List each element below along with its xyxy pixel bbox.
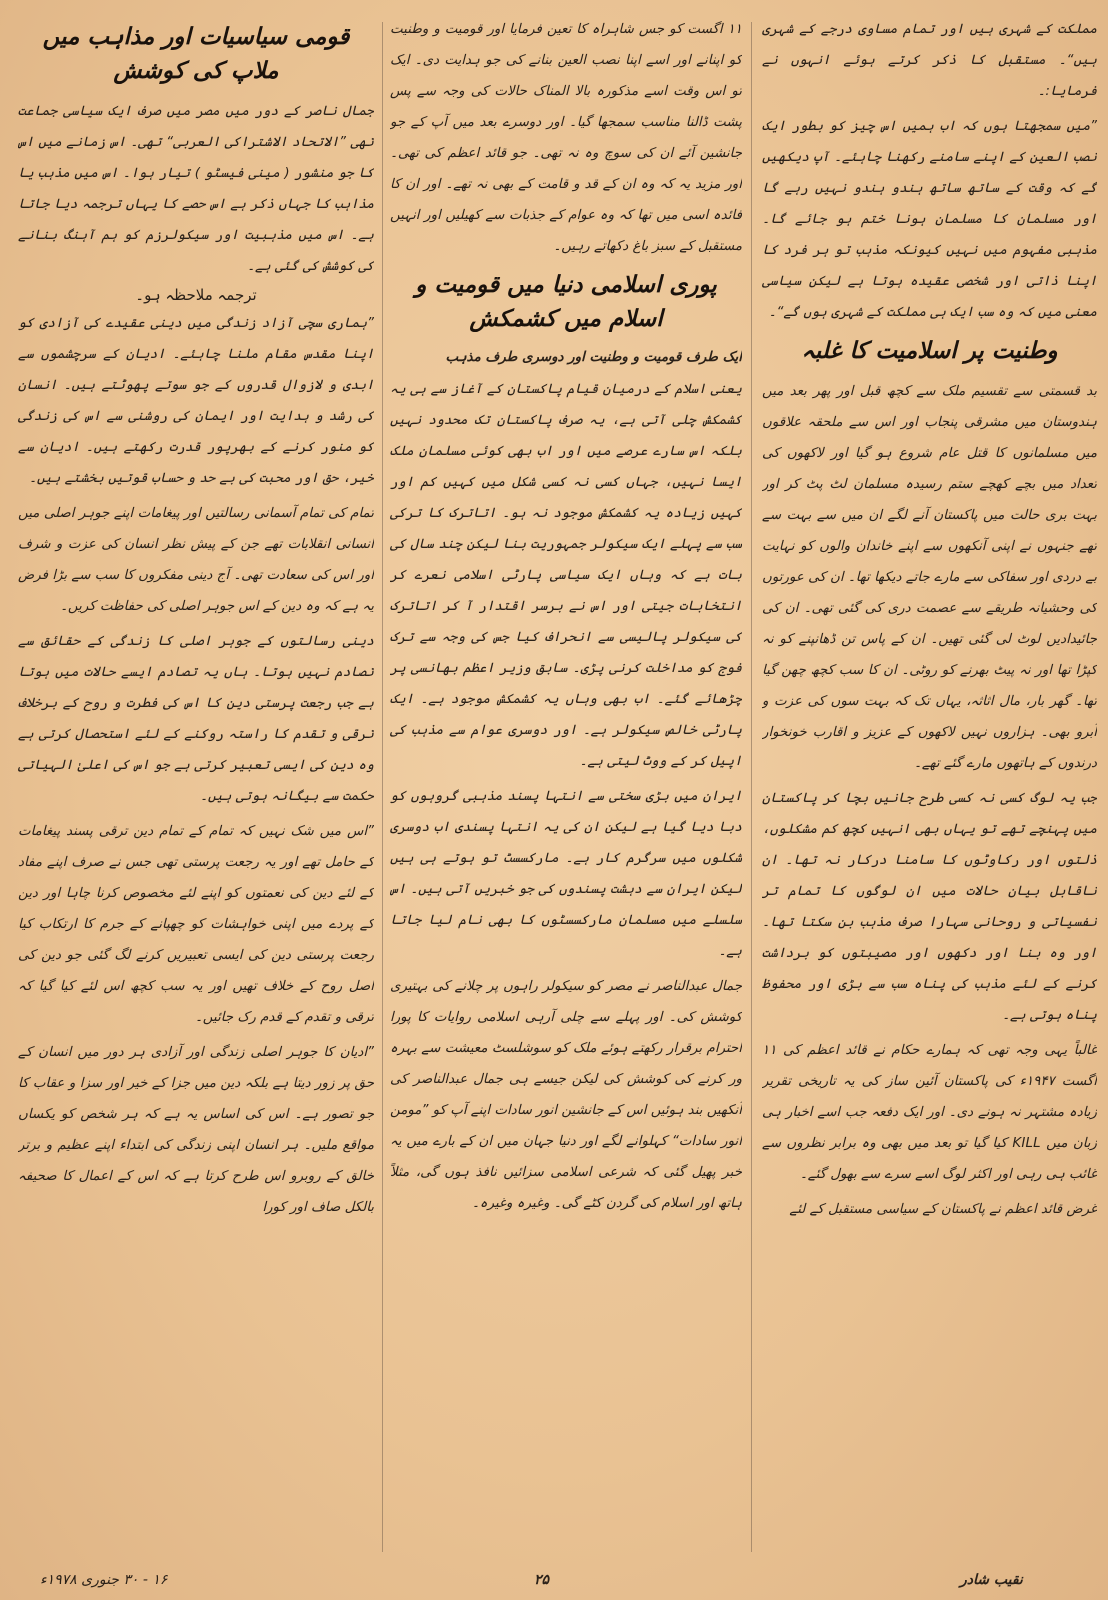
section-heading: وطنیت پر اسلامیت کا غلبہ (801, 338, 1058, 364)
section-heading: قومی سیاسیات اور مذاہب میں ملاپ کی کوشش (42, 24, 350, 84)
paragraph: ”میں سمجھتا ہوں کہ اب ہمیں اس چیز کو بطور ایک نصب العین کے اپنے سامنے رکھنا چاہئے۔ آپ دیکھیں گے کہ وقت کے ساتھ ساتھ ہندو ہندو نہیں رہے گا اور مسلمان کا مسلمان ہونا ختم ہو جائے گا۔ مذہبی مفہوم میں نہیں کیونکہ مذہب تو ہر فرد کا اپنا ذاتی اور شخصی عقیدہ ہوتا ہے لیکن سیاسی معنی میں کہ وہ سب ایک ہی مملکت کے شہری ہوں گے“۔ (762, 119, 1097, 320)
paragraph: غالباً یہی وجہ تھی کہ ہمارے حکام نے قائد اعظم کی ۱۱ اگست ۱۹۴۷ء کی پاکستان آئین ساز کی یہ تاریخی تقریر زیادہ مشتہر نہ ہونے دی۔ اور ایک دفعہ جب اسے اخبار ہی زبان میں KILL کیا گیا تو بعد میں بھی وہ برابر نظروں سے غائب ہی رہی اور اکثر لوگ اسے سرے سے بھول گئے۔ (762, 1043, 1097, 1182)
section-heading: پوری اسلامی دنیا میں قومیت و اسلام میں کشمکش (415, 272, 717, 332)
paragraph: یعنی اسلام کے درمیان قیام پاکستان کے آغاز سے ہی یہ کشمکش چلی آتی ہے، یہ صرف پاکستان تک محدود نہیں بلکہ اس سارے عرصے میں اور اب بھی کوئی مسلمان ملک ایسا نہیں، جہاں کسی نہ کسی شکل میں کہیں کم اور کہیں زیادہ یہ کشمکش موجود نہ ہو۔ اتاترک کا ترکی سب سے پہلے ایک سیکولر جمہوریت بنا لیکن چند سال کی بات ہے کہ وہاں ایک سیاسی پارٹی اسلامی نعرے کر انتخابات جیتی اور اس نے برسر اقتدار آ کر اتاترک کی سیکولر پالیسی سے انحراف کیا جس کی وجہ سے ترک فوج کو مداخلت کرنی پڑی۔ سابق وزیر اعظم بھانسی پر چڑھائے گئے۔ اب بھی وہاں یہ کشمکش موجود ہے۔ ایک پارٹی خالص سیکولر ہے۔ اور دوسری عوام سے مذہب کی اپیل کر کے ووٹ لیتی ہے۔ (390, 382, 742, 769)
column-right (762, 14, 1097, 1566)
column-rule (382, 22, 383, 1552)
paragraph: جمال ناصر کے دور میں مصر میں صرف ایک سیاسی جماعت تھی ”الاتحاد الاشتراکی العربی“ تھی۔ اس زمانے میں اس کا جو منشور ( مینی فیسٹو ) تیار ہوا۔ اس میں مذہب یا مذاہب کا جہاں ذکر ہے اس حصے کا یہاں ترجمہ دیا جاتا ہے۔ اس میں مذہبیت اور سیکولرزم کو ہم آہنگ بنانے کی کوشش کی گئی ہے۔ (18, 104, 374, 274)
paragraph: دینی رسالتوں کے جوہر اصلی کا زندگی کے حقائق سے تصادم نہیں ہوتا۔ ہاں یہ تصادم ایسے حالات میں ہوتا ہے جب رجعت پرستی دین کا اس کی فطرت و روح کے برخلاف ترقی و تقدم کا راستہ روکنے کے لئے استحصال کرتی ہے وہ دین کی ایسی تعبیر کرتی ہے جو اس کی اعلیٰ الہیاتی حکمت سے بیگانہ ہوتی ہیں۔ (18, 634, 374, 804)
paragraph: تمام کی تمام آسمانی رسالتیں اور پیغامات اپنے جوہر اصلی میں انسانی انقلابات تھے جن کے پیش نظر انسان کی عزت و شرف اور اس کی سعادت تھی۔ آج دینی مفکروں کا سب سے بڑا فرض یہ ہے کہ وہ دین کے اس جوہر اصلی کی حفاظت کریں۔ (18, 506, 374, 614)
author-name: نقیب شادر (960, 1572, 1023, 1588)
column-left (18, 14, 374, 1566)
translation-note: ترجمہ ملاحظہ ہو۔ (135, 286, 257, 304)
paragraph: جمال عبدالناصر نے مصر کو سیکولر راہوں پر چلانے کی بہتیری کوشش کی۔ اور پہلے سے چلی آرہی اسلامی روایات کا پورا احترام برقرار رکھتے ہوئے ملک کو سوشلسٹ معیشت سے بہرہ ور کرنے کی کوشش کی لیکن جیسے ہی جمال عبدالناصر کی آنکھیں بند ہوئیں اس کے جانشین انور سادات اپنے آپ کو ”مومن انور سادات“ کہلوانے لگے اور دنیا جہان میں ان کے بارے میں یہ خبر پھیل گئی کہ شرعی اسلامی سزائیں نافذ ہوں گی، مثلاً ہاتھ اور اسلام کی گردن کٹے گی۔ وغیرہ وغیرہ۔ (390, 979, 742, 1211)
paragraph: ایران میں بڑی سختی سے انتہا پسند مذہبی گروہوں کو دبا دیا گیا ہے لیکن ان کی یہ انتہا پسندی اب دوسری شکلوں میں سرگرم کار ہے۔ مارکسسٹ تو ہوتے ہی ہیں لیکن ایران سے دہشت پسندوں کی جو خبریں آتی ہیں۔ اس سلسلے میں مسلمان مارکسسٹوں کا بھی نام لیا جاتا ہے۔ (390, 789, 742, 959)
page-number: ۲۵ (534, 1572, 550, 1588)
paragraph: ۱۱ اگست کو جس شاہراہ کا تعین فرمایا اور قومیت و وطنیت کو اپنانے اور اسے اپنا نصب العین بنانے کی جو ہدایت دی۔ ایک تو اس وقت اسے مذکورہ بالا المناک حالات کی وجہ سے پس پشت ڈالنا مناسب سمجھا گیا۔ اور دوسرے بعد میں آپ کے جو جانشین آئے ان کی سوچ وہ نہ تھی۔ جو قائد اعظم کی تھی۔ اور مزید یہ کہ وہ ان کے قد و قامت کے بھی نہ تھے۔ اور ان کا فائدہ اسی میں تھا کہ وہ عوام کے جذبات سے کھیلیں اور انہیں مستقبل کے سبز باغ دکھاتے رہیں۔ (390, 22, 742, 254)
paragraph: جب یہ لوگ کسی نہ کسی طرح جانیں بچا کر پاکستان میں پہنچے تھے تو یہاں بھی انہیں کچھ کم مشکلوں، ذلتوں اور رکاوٹوں کا سامنا درکار نہ تھا۔ ان ناقابل بیان حالات میں ان لوگوں کا تمام تر نفسیاتی و روحانی سہارا صرف مذہب بن سکتا تھا۔ اور وہ بنا اور دکھوں اور مصیبتوں کو برداشت کرنے کے لئے مذہب کی پناہ سب سے بڑی اور محفوظ پناہ ہوتی ہے۔ (762, 791, 1097, 1023)
paragraph: ”اس میں شک نہیں کہ تمام کے تمام دین ترقی پسند پیغامات کے حامل تھے اور یہ رجعت پرستی تھی جس نے صرف اپنے مفاد کے لئے دین کی نعمتوں کو اپنے لئے مخصوص کرنا چاہا اور دین کے پردے میں اپنی خواہشات کو چھپانے کے جرم کا ارتکاب کیا رجعت پرستی دین کی ایسی تعبیریں کرنے لگ گئی جو دین کی اصل روح کے خلاف تھیں اور یہ سب کچھ اس لئے کیا گیا کہ ترقی و تقدم کے قدم رک جائیں۔ (18, 824, 374, 1025)
paragraph: ”ہماری سچی آزاد زندگی میں دینی عقیدے کی آزادی کو اپنا مقدس مقام ملنا چاہئے۔ ادیان کے سرچشموں سے ابدی و لازوال قدروں کے جو سوتے پھوٹتے ہیں۔ انسان کی رشد و ہدایت اور ایمان کی روشنی سے اس کی زندگی کو منور کرنے کے بھرپور قدرت رکھتے ہیں۔ ادیان سے خیر، حق اور محبت کی بے حد و حساب قوتیں بخشتے ہیں۔ (18, 316, 374, 486)
column-rule (751, 22, 752, 1552)
issue-date: ۱۶ - ۳۰ جنوری ۱۹۷۸ء (40, 1572, 168, 1588)
paragraph: بد قسمتی سے تقسیم ملک سے کچھ قبل اور پھر بعد میں ہندوستان میں مشرقی پنجاب اور اس سے ملحقہ علاقوں میں مسلمانوں کا قتل عام شروع ہو گیا اور لاکھوں کی تعداد میں بچے کھچے ستم رسیدہ مسلمان لٹ پٹ کر اور بہت بری حالت میں پاکستان آنے لگے ان میں سے بہت سے تھے جنہوں نے اپنی آنکھوں سے اپنے خاندان والوں کو نہایت بے دردی اور سفاکی سے مارے جاتے دیکھا تھا۔ ان کی عورتوں کی وحشیانہ طریقے سے عصمت دری کی گئی تھی۔ ان کی جائیدادیں لوٹ لی گئی تھیں۔ ان کے پاس تن ڈھانپنے کو نہ کپڑا تھا اور نہ پیٹ بھرنے کو روٹی۔ ان کا سب کچھ چھن گیا تھا۔ گھر بار، مال اثاثہ، یہاں تک کہ بہت سوں کی عزت و آبرو بھی۔ ہزاروں نہیں لاکھوں کے عزیز و اقارب خونخوار درندوں کے ہاتھوں مارے گئے تھے۔ (762, 384, 1097, 771)
paragraph: غرض قائد اعظم نے پاکستان کے سیاسی مستقبل کے لئے (789, 1202, 1097, 1217)
paragraph: مملکت کے شہری ہیں اور تمام مساوی درجے کے شہری ہیں“۔ مستقبل کا ذکر کرتے ہوئے انہوں نے فرمایا:۔ (762, 22, 1097, 99)
column-middle (390, 14, 742, 1566)
paragraph: ”ادیان کا جوہر اصلی زندگی اور آزادی ہر دور میں انسان کے حق پر زور دیتا ہے بلکہ دین میں جزا کے خیر اور سزا و عقاب کا جو تصور ہے۔ اس کی اساس یہ ہے کہ ہر شخص کو یکساں مواقع ملیں۔ ہر انسان اپنی زندگی کی ابتداء اپنے عظیم و برتر خالق کے روبرو اس طرح کرتا ہے کہ اس کے اعمال کا صحیفہ بالکل صاف اور کورا (18, 1045, 374, 1215)
section-subheading: ایک طرف قومیت و وطنیت اور دوسری طرف مذہب (445, 350, 742, 365)
